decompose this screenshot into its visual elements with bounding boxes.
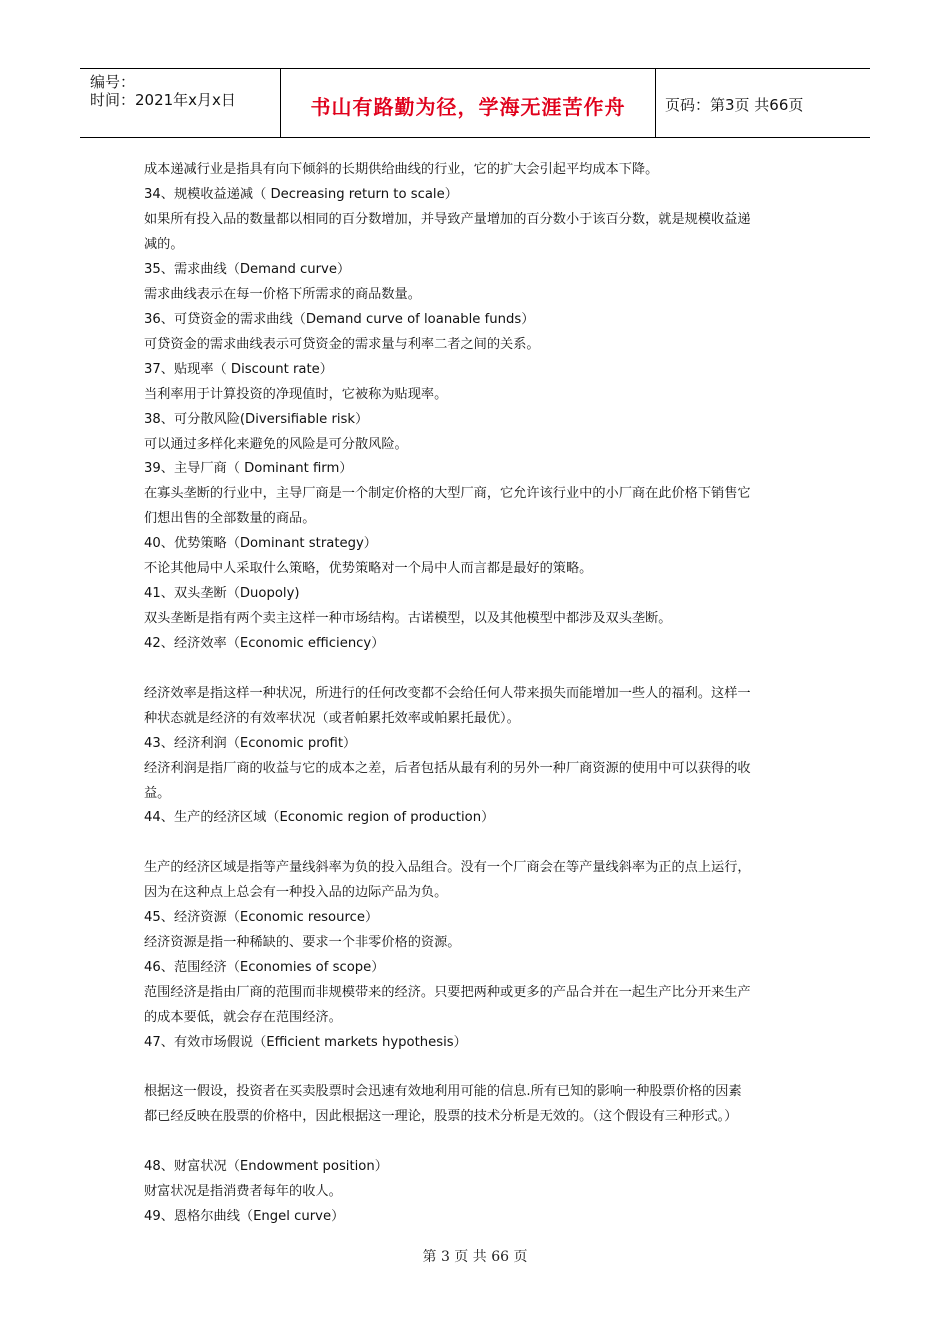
text-line: 经济利润是指厂商的收益与它的成本之差，后者包括从最有利的另外一种厂商资源的使用中可以获得的收 [144,761,751,776]
time-label: 时间：2021年x月x日 [90,91,236,109]
term-heading: 35、需求曲线（Demand curve） [144,262,351,277]
text-line: 减的。 [144,237,184,252]
page-footer: 第 3 页 共 66 页 [422,1249,528,1265]
term-heading: 43、经济利润（Economic profit） [144,736,357,751]
motto: 书山有路勤为径，学海无涯苦作舟 [310,95,626,119]
term-heading: 46、范围经济（Economies of scope） [144,960,385,975]
term-heading: 44、生产的经济区域（Economic region of production） [144,810,495,825]
term-heading: 48、财富状况（Endowment position） [144,1159,388,1174]
text-line: 财富状况是指消费者每年的收人。 [144,1184,342,1199]
text-line: 根据这一假设，投资者在买卖股票时会迅速有效地利用可能的信息.所有已知的影响一种股票价格的因素 [144,1084,742,1099]
text-line: 都已经反映在股票的价格中，因此根据这一理论，股票的技术分析是无效的。（这个假设有三种形式。） [144,1109,738,1124]
text-line: 双头垄断是指有两个卖主这样一种市场结构。古诺模型，以及其他模型中都涉及双头垄断。 [144,611,672,626]
text-line: 不论其他局中人采取什么策略，优势策略对一个局中人而言都是最好的策略。 [144,561,593,576]
term-heading: 41、双头垄断（Duopoly) [144,586,300,601]
text-line: 成本递减行业是指具有向下倾斜的长期供给曲线的行业，它的扩大会引起平均成本下降。 [144,162,659,177]
term-heading: 45、经济资源（Economic resource） [144,910,379,925]
text-line: 们想出售的全部数量的商品。 [144,511,316,526]
term-heading: 34、规模收益递减（ Decreasing return to scale） [144,187,458,202]
term-heading: 39、主导厂商（ Dominant firm） [144,461,353,476]
term-heading: 38、可分散风险(Diversifiable risk） [144,412,369,427]
serial-label: 编号： [90,73,136,91]
term-heading: 36、可贷资金的需求曲线（Demand curve of loanable funds） [144,312,535,327]
term-heading: 49、恩格尔曲线（Engel curve） [144,1209,345,1224]
text-line: 的成本要低，就会存在范围经济。 [144,1010,342,1025]
term-heading: 42、经济效率（Economic efficiency） [144,636,385,651]
header-middle-cell [280,69,656,137]
term-heading: 47、有效市场假说（Efficient markets hypothesis） [144,1035,467,1050]
text-line: 种状态就是经济的有效率状况（或者帕累托效率或帕累托最优）。 [144,711,520,726]
term-heading: 40、优势策略（Dominant strategy） [144,536,377,551]
text-line: 如果所有投入品的数量都以相同的百分数增加，并导致产量增加的百分数小于该百分数，就是规模收益递 [144,212,751,227]
text-line: 因为在这种点上总会有一种投入品的边际产品为负。 [144,885,448,900]
header-right-cell [655,69,870,137]
text-line: 范围经济是指由厂商的范围而非规模带来的经济。只要把两种或更多的产品合并在一起生产比分开来生产 [144,985,751,1000]
text-line: 可以通过多样化来避免的风险是可分散风险。 [144,437,408,452]
text-line: 需求曲线表示在每一价格下所需求的商品数量。 [144,287,421,302]
text-line: 经济效率是指这样一种状况，所进行的任何改变都不会给任何人带来损失而能增加一些人的福利。这样一 [144,686,751,701]
text-line: 在寡头垄断的行业中，主导厂商是一个制定价格的大型厂商，它允许该行业中的小厂商在此价格下销售它 [144,486,751,501]
text-line: 可贷资金的需求曲线表示可贷资金的需求量与利率二者之间的关系。 [144,337,540,352]
text-line: 益。 [144,786,171,801]
text-line: 当利率用于计算投资的净现值时，它被称为贴现率。 [144,387,448,402]
text-line: 生产的经济区域是指等产量线斜率为负的投入品组合。没有一个厂商会在等产量线斜率为正的点上运行， [144,860,751,875]
text-line: 经济资源是指一种稀缺的、要求一个非零价格的资源。 [144,935,461,950]
term-heading: 37、贴现率（ Discount rate） [144,362,333,377]
page-info: 页码：第3页 共66页 [665,96,804,114]
header-table [80,68,870,138]
header-left-cell [80,69,280,137]
